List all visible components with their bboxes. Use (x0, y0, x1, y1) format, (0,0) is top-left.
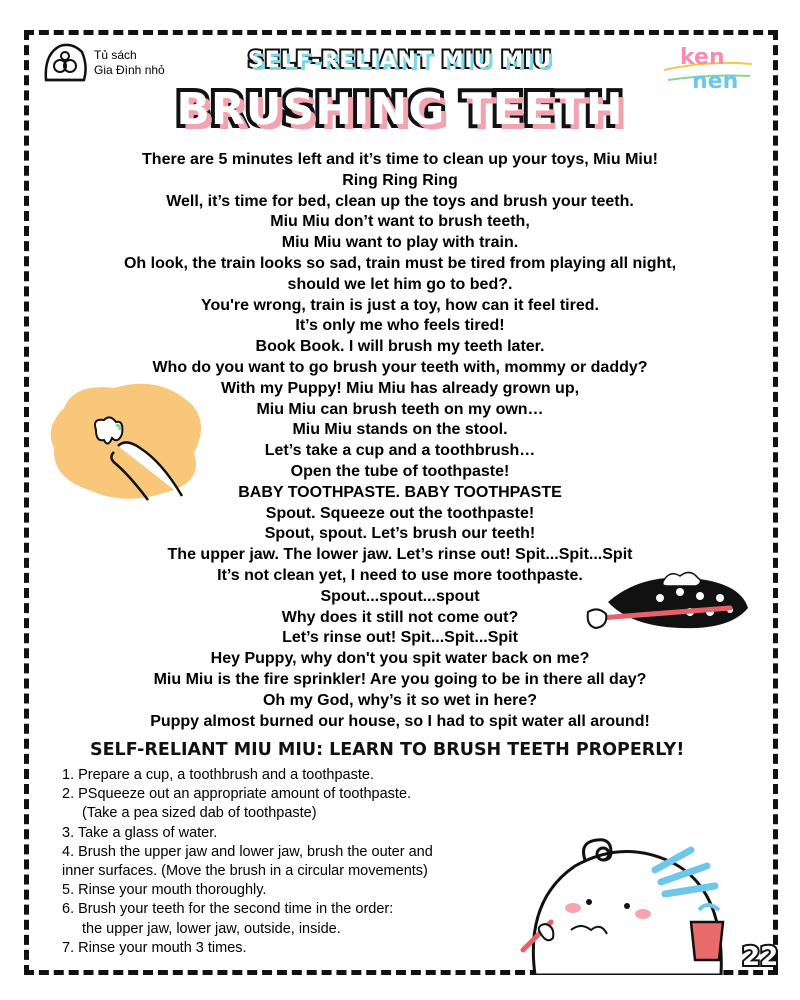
story-line: Oh my God, why’s it so wet in here? (262, 691, 538, 709)
story-line: There are 5 minutes left and it’s time to clean up your toys, Miu Miu! (142, 151, 658, 168)
story-line: With my Puppy! Miu Miu has already grown up, (220, 379, 580, 397)
story-line: Oh look, the train looks so sad, train must be tired from playing all night, (123, 254, 677, 272)
guide-step: the upper jaw, lower jaw, outside, inside. (82, 920, 341, 937)
publisher-line-1: Tủ sách (94, 48, 137, 62)
story-line: Spout...spout...spout (320, 587, 480, 605)
story-line: You're wrong, train is just a toy, how can it feel tired. (201, 296, 599, 314)
guide-steps (62, 766, 433, 958)
guide-step: 3. Take a glass of water. (62, 824, 218, 841)
story-line: Book Book. I will brush my teeth later. (255, 338, 545, 356)
page-title: BRUSHING TEETH (176, 84, 624, 135)
story-line: It’s not clean yet, I need to use more toothpaste. (217, 566, 583, 584)
character-brushing-illustration (515, 830, 775, 975)
story-line: Open the tube of toothpaste! (290, 462, 510, 480)
story-line: Let’s rinse out! Spit...Spit...Spit (282, 629, 518, 647)
guide-step: 1. Prepare a cup, a toothbrush and a toothpaste. (62, 767, 374, 783)
guide-step: 6. Brush your teeth for the second time in the order: (62, 901, 394, 918)
story-text (60, 150, 740, 732)
guide-step: 4. Brush the upper jaw and lower jaw, brush the outer and (62, 843, 433, 860)
story-line: Hey Puppy, why don't you spit water back on me? (210, 650, 590, 668)
story-line: Well, it’s time for bed, clean up the toys and brush your teeth. (166, 192, 634, 210)
story-line: Spout. Squeeze out the toothpaste! (265, 504, 535, 522)
series-title: SELF-RELIANT MIU MIU (247, 48, 553, 73)
brand-ken: ken (680, 45, 725, 70)
story-line: Puppy almost burned our house, so I had to spit water all around! (150, 712, 650, 730)
story-line: Miu Miu stands on the stool. (292, 421, 508, 439)
story-line: Miu Miu can brush teeth on my own… (256, 400, 544, 418)
guide-step: inner surfaces. (Move the brush in a circular movements) (62, 863, 428, 880)
cup-icon (691, 922, 723, 960)
brand-nen: nen (692, 69, 739, 94)
story-line: BABY TOOTHPASTE. BABY TOOTHPASTE (238, 483, 562, 501)
guide-step: (Take a pea sized dab of toothpaste) (82, 805, 317, 822)
guide-step: 7. Rinse your mouth 3 times. (62, 939, 247, 956)
story-line: Miu Miu don’t want to brush teeth, (270, 213, 530, 231)
page-number: 22 (742, 942, 779, 972)
story-line: Why does it still not come out? (281, 608, 519, 626)
guide-heading: SELF-RELIANT MIU MIU: LEARN TO BRUSH TEETH PROPERLY! (90, 740, 685, 760)
story-line: Spout, spout. Let’s brush our teeth! (264, 525, 536, 543)
story-line: Miu Miu is the fire sprinkler! Are you going to be in there all day? (153, 670, 647, 688)
story-line: Let’s take a cup and a toothbrush… (264, 442, 536, 460)
story-line: The upper jaw. The lower jaw. Let’s rinse out! Spit...Spit...Spit (167, 546, 633, 564)
story-line: Miu Miu want to play with train. (281, 234, 519, 252)
story-line: Ring Ring Ring (342, 171, 458, 189)
guide-step: 2. PSqueeze out an appropriate amount of toothpaste. (62, 786, 412, 803)
story-line: It’s only me who feels tired! (295, 317, 505, 335)
story-line: should we let him go to bed?. (287, 275, 513, 293)
guide-step: 5. Rinse your mouth thoroughly. (62, 882, 267, 899)
publisher-line-2: Gia Đình nhỏ (94, 63, 165, 77)
story-line: Who do you want to go brush your teeth with, mommy or daddy? (152, 358, 648, 376)
